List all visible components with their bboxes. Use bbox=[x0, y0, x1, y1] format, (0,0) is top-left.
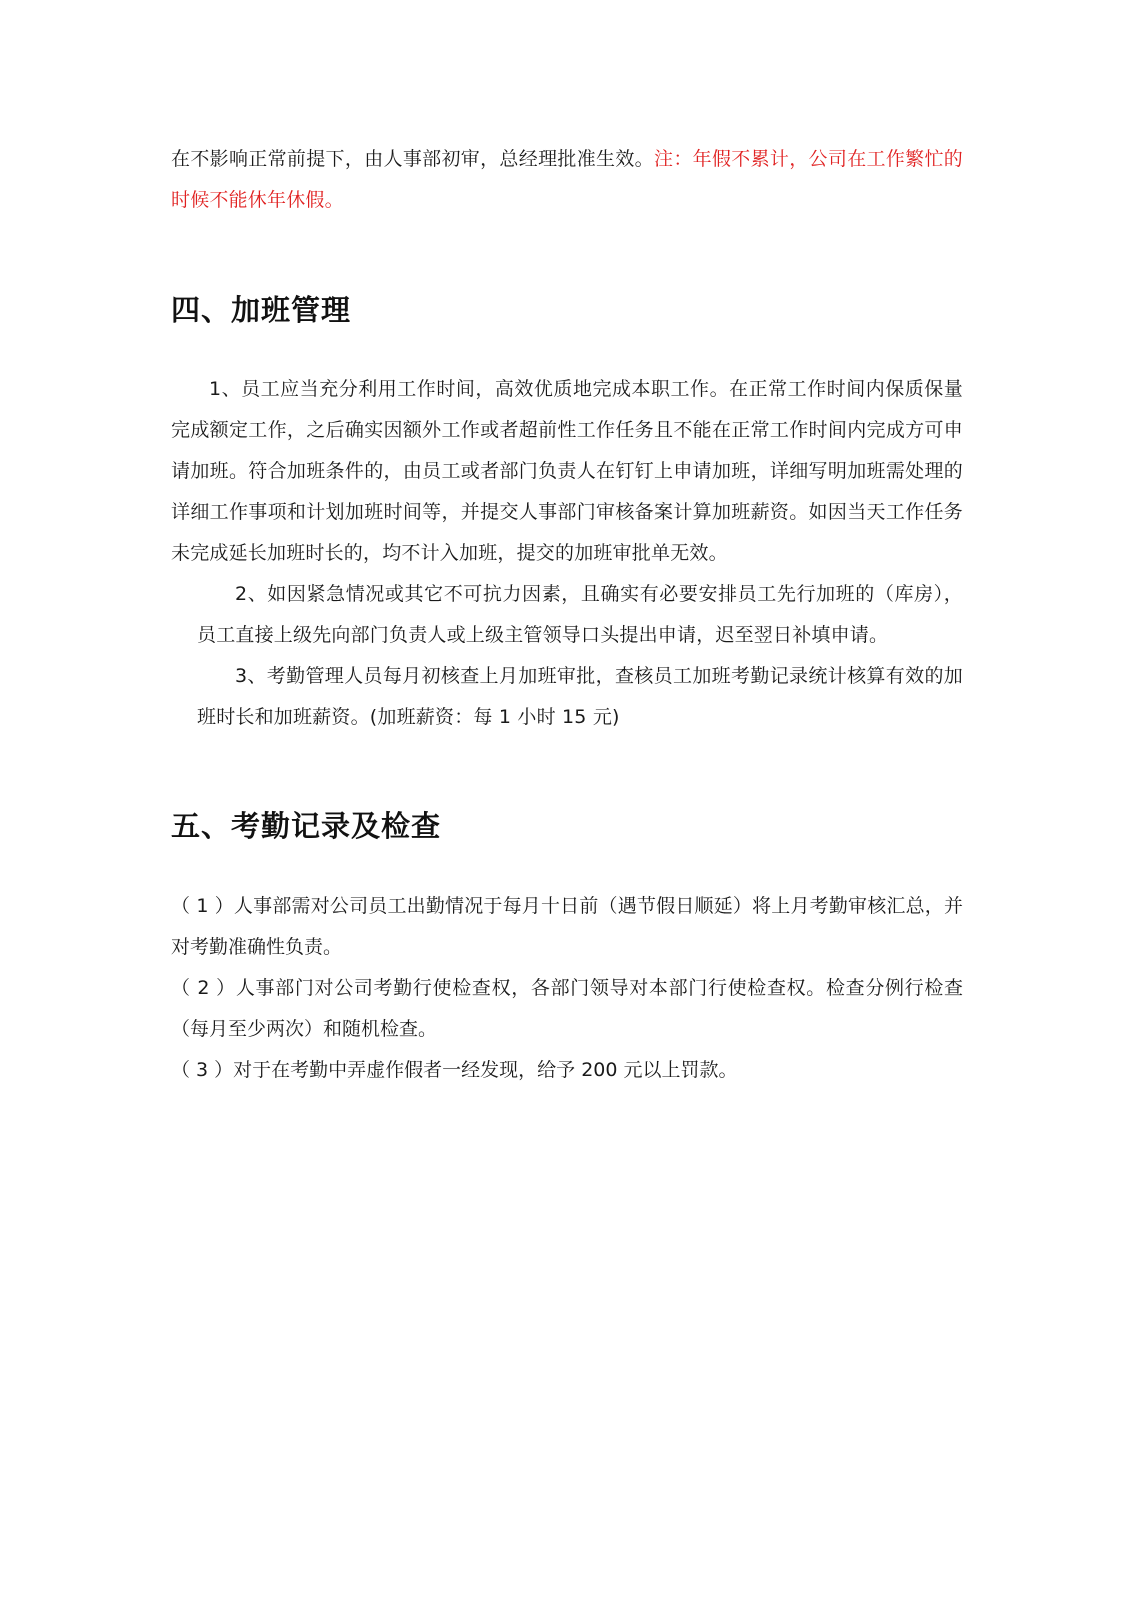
intro-note-red: 注：年假不累计，公司在工作繁忙的时候不能休年休假。 bbox=[171, 148, 963, 211]
section4-heading: 四、加班管理 bbox=[171, 293, 352, 327]
section5-body bbox=[171, 886, 963, 1091]
section4-paragraph-2: 2、如因紧急情况或其它不可抗力因素，且确实有必要安排员工先行加班的（库房），员工直接上级先向部门负责人或上级主管领导口头提出申请，迟至翌日补填申请。 bbox=[197, 583, 963, 646]
section5-item-2: （ 2 ）人事部门对公司考勤行使检查权，各部门领导对本部门行使检查权。检查分例行检查（每月至少两次）和随机检查。 bbox=[171, 977, 963, 1040]
section5-item-1: （ 1 ）人事部需对公司员工出勤情况于每月十日前（遇节假日顺延）将上月考勤审核汇总，并对考勤准确性负责。 bbox=[171, 895, 963, 958]
section4-body bbox=[171, 369, 963, 738]
section4-paragraph-1: 1、员工应当充分利用工作时间，高效优质地完成本职工作。在正常工作时间内保质保量完成额定工作，之后确实因额外工作或者超前性工作任务且不能在正常工作时间内完成方可申请加班。符合加班条件的，由员工或者部门负责人在钉钉上申请加班，详细写明加班需处理的详细工作事项和计划加班时间等，并提交人事部门审核备案计算加班薪资。如因当天工作任务未完成延长加班时长的，均不计入加班，提交的加班审批单无效。 bbox=[171, 378, 963, 564]
section5-item-3: （ 3 ）对于在考勤中弄虚作假者一经发现，给予 200 元以上罚款。 bbox=[171, 1059, 738, 1081]
section4-paragraph-3: 3、考勤管理人员每月初核查上月加班审批，查核员工加班考勤记录统计核算有效的加班时长和加班薪资。(加班薪资：每 1 小时 15 元) bbox=[197, 665, 963, 728]
intro-text: 在不影响正常前提下，由人事部初审，总经理批准生效。 bbox=[171, 148, 654, 170]
section5-heading: 五、考勤记录及检查 bbox=[171, 809, 442, 843]
intro-paragraph bbox=[171, 139, 963, 221]
